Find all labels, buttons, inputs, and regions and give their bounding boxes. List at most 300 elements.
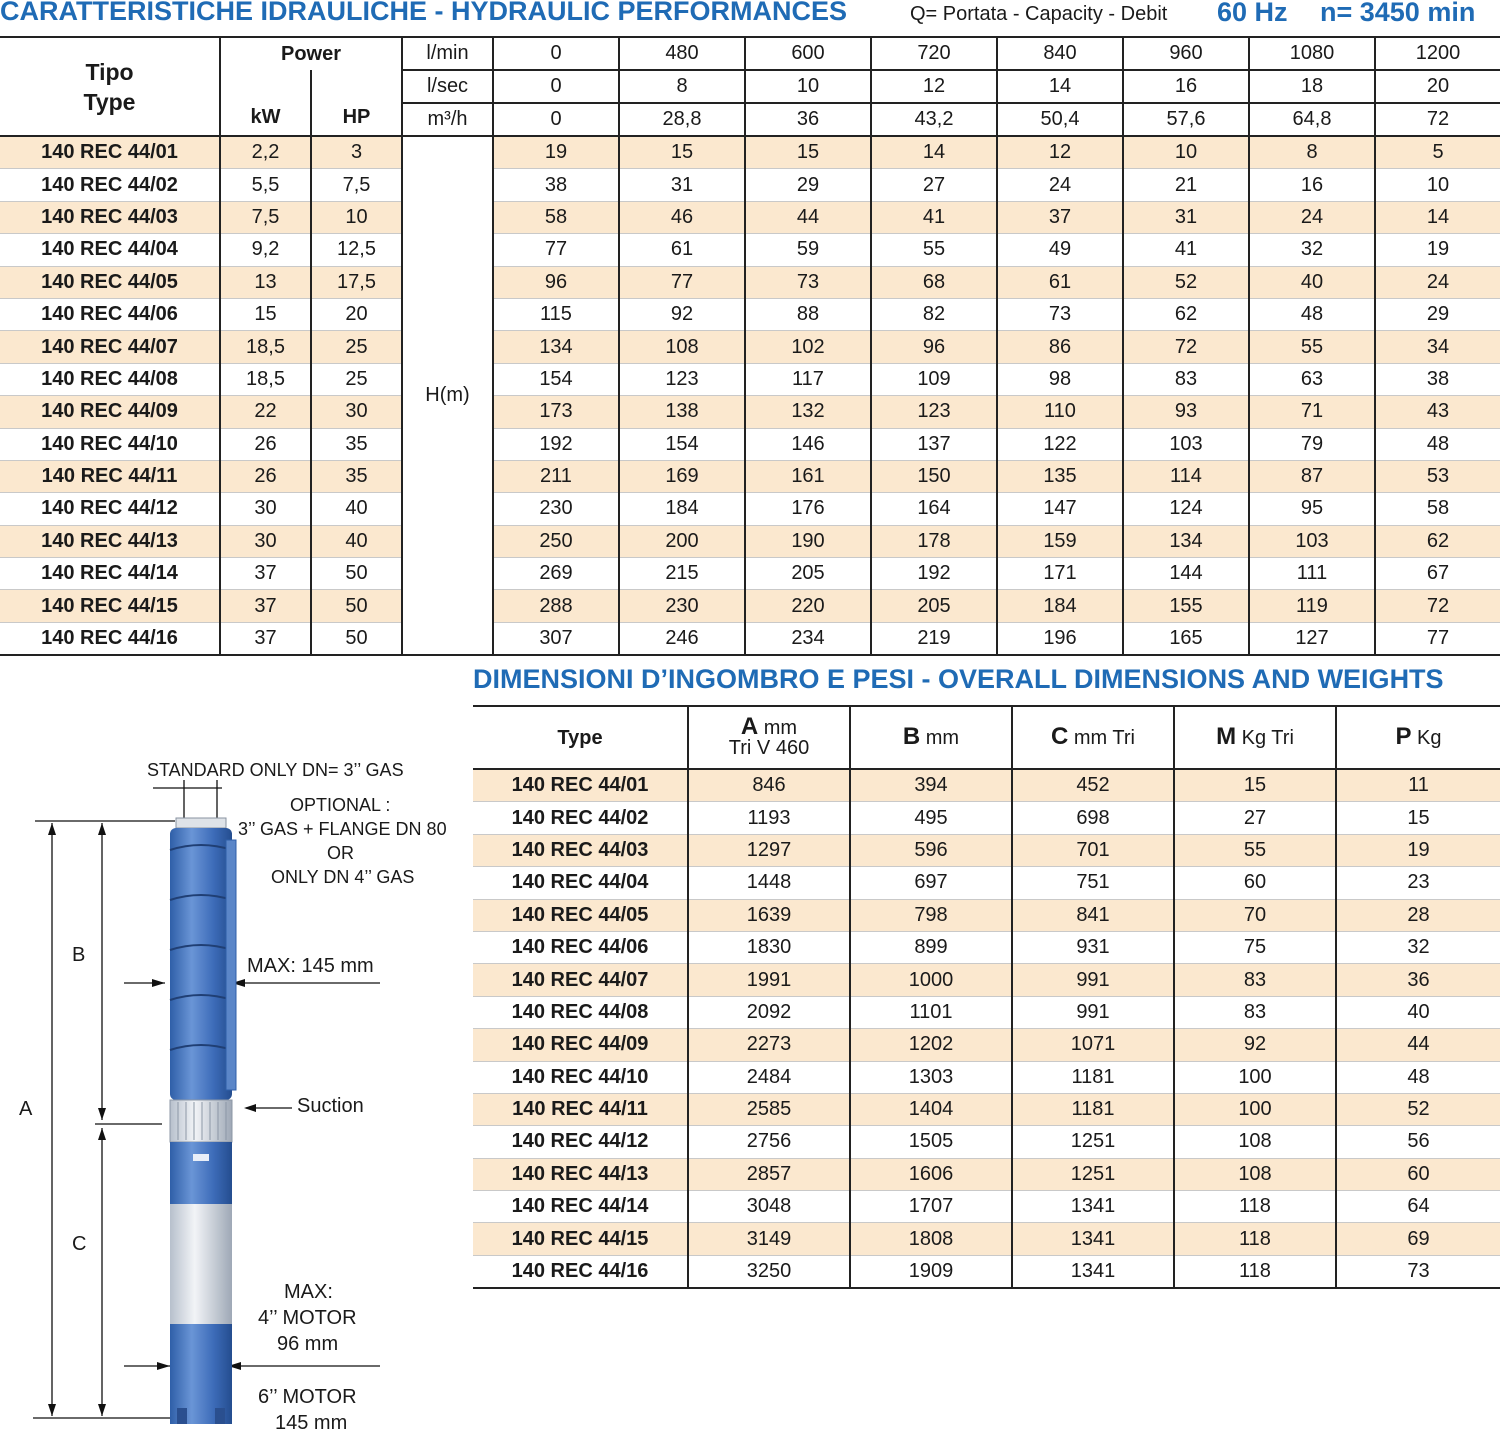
hydraulic-title: CARATTERISTICHE IDRAULICHE - HYDRAULIC PERFORMANCES xyxy=(0,0,847,26)
dim-c-cell: 698 xyxy=(1012,802,1174,834)
dim-b-cell: 1505 xyxy=(850,1126,1012,1158)
model-cell: 140 REC 44/04 xyxy=(0,234,220,266)
dim-m-cell: 108 xyxy=(1174,1126,1336,1158)
optional-label: OPTIONAL : xyxy=(290,795,391,815)
model-cell: 140 REC 44/07 xyxy=(0,331,220,363)
head-value-cell: 24 xyxy=(1375,266,1500,298)
hp-cell: 35 xyxy=(311,460,402,492)
dim-p-cell: 69 xyxy=(1336,1223,1500,1255)
hp-header: HP xyxy=(311,70,402,136)
dim-model-cell: 140 REC 44/07 xyxy=(473,964,688,996)
head-value-cell: 103 xyxy=(1249,525,1375,557)
head-value-cell: 205 xyxy=(745,558,871,590)
kw-cell: 2,2 xyxy=(220,136,311,169)
head-value-cell: 147 xyxy=(997,493,1123,525)
p-letter: P xyxy=(1395,723,1412,750)
head-value-cell: 19 xyxy=(493,136,619,169)
head-value-cell: 8 xyxy=(1249,136,1375,169)
model-cell: 140 REC 44/09 xyxy=(0,396,220,428)
head-value-cell: 234 xyxy=(745,622,871,655)
dim-c-cell: 751 xyxy=(1012,867,1174,899)
head-value-cell: 96 xyxy=(871,331,997,363)
head-value-cell: 154 xyxy=(619,428,745,460)
dim-m-cell: 55 xyxy=(1174,834,1336,866)
dim-c-cell: 1251 xyxy=(1012,1126,1174,1158)
dim-c-cell: 1071 xyxy=(1012,1029,1174,1061)
dim-p-cell: 19 xyxy=(1336,834,1500,866)
head-value-cell: 10 xyxy=(1375,169,1500,201)
head-value-cell: 31 xyxy=(1123,201,1249,233)
kw-cell: 7,5 xyxy=(220,201,311,233)
head-value-cell: 29 xyxy=(1375,298,1500,330)
flow-lmin-0: 0 xyxy=(493,37,619,70)
dim-a-cell: 2092 xyxy=(688,996,850,1028)
head-value-cell: 41 xyxy=(1123,234,1249,266)
head-value-cell: 117 xyxy=(745,363,871,395)
unit-m3h: m³/h xyxy=(402,103,493,136)
flow-lsec-2: 10 xyxy=(745,70,871,103)
dim-m-cell: 108 xyxy=(1174,1158,1336,1190)
hp-cell: 50 xyxy=(311,558,402,590)
dim-m-cell: 27 xyxy=(1174,802,1336,834)
model-cell: 140 REC 44/12 xyxy=(0,493,220,525)
dim-a-cell: 2484 xyxy=(688,1061,850,1093)
table-row xyxy=(473,1158,1500,1190)
max-145-label: MAX: 145 mm xyxy=(247,955,374,977)
dim-p-cell: 56 xyxy=(1336,1126,1500,1158)
model-cell: 140 REC 44/08 xyxy=(0,363,220,395)
model-cell: 140 REC 44/15 xyxy=(0,590,220,622)
head-value-cell: 135 xyxy=(997,460,1123,492)
dim-model-cell: 140 REC 44/16 xyxy=(473,1255,688,1288)
dim-c-cell: 1251 xyxy=(1012,1158,1174,1190)
standard-dn-label: STANDARD ONLY DN= 3’’ GAS xyxy=(147,760,404,780)
table-row xyxy=(473,1093,1500,1125)
head-value-cell: 15 xyxy=(619,136,745,169)
dim-b-cell: 1202 xyxy=(850,1029,1012,1061)
hp-cell: 25 xyxy=(311,331,402,363)
head-value-cell: 288 xyxy=(493,590,619,622)
head-value-cell: 38 xyxy=(1375,363,1500,395)
flow-m3h-3: 43,2 xyxy=(871,103,997,136)
dim-c-cell: 701 xyxy=(1012,834,1174,866)
kw-cell: 37 xyxy=(220,622,311,655)
dim-a-cell: 3250 xyxy=(688,1255,850,1288)
table-row xyxy=(0,428,1500,460)
table-row xyxy=(473,1126,1500,1158)
head-value-cell: 31 xyxy=(619,169,745,201)
dim-b-cell: 899 xyxy=(850,931,1012,963)
head-value-cell: 155 xyxy=(1123,590,1249,622)
head-value-cell: 10 xyxy=(1123,136,1249,169)
head-value-cell: 15 xyxy=(745,136,871,169)
head-value-cell: 119 xyxy=(1249,590,1375,622)
dim-model-cell: 140 REC 44/14 xyxy=(473,1191,688,1223)
dim-b-cell: 1808 xyxy=(850,1223,1012,1255)
dim-m-cell: 118 xyxy=(1174,1191,1336,1223)
hp-cell: 3 xyxy=(311,136,402,169)
head-value-cell: 37 xyxy=(997,201,1123,233)
optional-flange-label: 3’’ GAS + FLANGE DN 80 xyxy=(238,819,447,839)
dim-m-cell: 100 xyxy=(1174,1093,1336,1125)
optional-dn4-label: ONLY DN 4’’ GAS xyxy=(271,867,415,887)
head-value-cell: 173 xyxy=(493,396,619,428)
dim-m-cell: 118 xyxy=(1174,1255,1336,1288)
head-value-cell: 132 xyxy=(745,396,871,428)
dim-p-header xyxy=(1336,706,1500,769)
flow-lsec-1: 8 xyxy=(619,70,745,103)
head-value-cell: 98 xyxy=(997,363,1123,395)
dim-model-cell: 140 REC 44/08 xyxy=(473,996,688,1028)
dim-p-cell: 23 xyxy=(1336,867,1500,899)
head-value-cell: 48 xyxy=(1375,428,1500,460)
table-row xyxy=(473,1223,1500,1255)
head-value-cell: 24 xyxy=(997,169,1123,201)
flow-m3h-1: 28,8 xyxy=(619,103,745,136)
head-value-cell: 159 xyxy=(997,525,1123,557)
kw-cell: 18,5 xyxy=(220,363,311,395)
head-value-cell: 165 xyxy=(1123,622,1249,655)
dim-a-cell: 2857 xyxy=(688,1158,850,1190)
dim-m-cell: 100 xyxy=(1174,1061,1336,1093)
dim-a-cell: 2273 xyxy=(688,1029,850,1061)
table-row xyxy=(0,266,1500,298)
head-value-cell: 307 xyxy=(493,622,619,655)
flow-lmin-5: 960 xyxy=(1123,37,1249,70)
dim-model-cell: 140 REC 44/02 xyxy=(473,802,688,834)
dim-model-cell: 140 REC 44/10 xyxy=(473,1061,688,1093)
dim-model-cell: 140 REC 44/01 xyxy=(473,769,688,802)
head-value-cell: 55 xyxy=(871,234,997,266)
model-cell: 140 REC 44/11 xyxy=(0,460,220,492)
dim-b-cell: 1303 xyxy=(850,1061,1012,1093)
head-value-cell: 62 xyxy=(1375,525,1500,557)
head-value-cell: 122 xyxy=(997,428,1123,460)
head-value-cell: 19 xyxy=(1375,234,1500,266)
head-value-cell: 14 xyxy=(871,136,997,169)
head-value-cell: 219 xyxy=(871,622,997,655)
a-unit: mm xyxy=(758,717,798,739)
dim-b-cell: 798 xyxy=(850,899,1012,931)
head-value-cell: 83 xyxy=(1123,363,1249,395)
dim-m-cell: 83 xyxy=(1174,996,1336,1028)
head-value-cell: 103 xyxy=(1123,428,1249,460)
flow-m3h-5: 57,6 xyxy=(1123,103,1249,136)
dim-c-cell: 1341 xyxy=(1012,1191,1174,1223)
kw-header: kW xyxy=(220,70,311,136)
dim-p-cell: 44 xyxy=(1336,1029,1500,1061)
head-value-cell: 46 xyxy=(619,201,745,233)
dim-p-cell: 28 xyxy=(1336,899,1500,931)
motor4-mm-label: 96 mm xyxy=(277,1333,339,1355)
flow-m3h-2: 36 xyxy=(745,103,871,136)
dim-c-cell: 931 xyxy=(1012,931,1174,963)
dim-a-cell: 1639 xyxy=(688,899,850,931)
head-value-cell: 67 xyxy=(1375,558,1500,590)
head-value-cell: 138 xyxy=(619,396,745,428)
head-value-cell: 144 xyxy=(1123,558,1249,590)
table-row xyxy=(0,331,1500,363)
model-cell: 140 REC 44/03 xyxy=(0,201,220,233)
dim-c-cell: 1181 xyxy=(1012,1061,1174,1093)
kw-cell: 26 xyxy=(220,460,311,492)
head-value-cell: 43 xyxy=(1375,396,1500,428)
table-row xyxy=(0,396,1500,428)
dim-a-cell: 1991 xyxy=(688,964,850,996)
hp-cell: 25 xyxy=(311,363,402,395)
head-value-cell: 108 xyxy=(619,331,745,363)
dimensions-table xyxy=(473,705,1500,1289)
head-value-cell: 38 xyxy=(493,169,619,201)
head-value-cell: 146 xyxy=(745,428,871,460)
head-value-cell: 154 xyxy=(493,363,619,395)
head-value-cell: 73 xyxy=(997,298,1123,330)
motor6-label: 6’’ MOTOR xyxy=(258,1386,357,1408)
capacity-label: Q= Portata - Capacity - Debit xyxy=(910,3,1168,25)
dim-p-cell: 36 xyxy=(1336,964,1500,996)
table-row xyxy=(0,590,1500,622)
dim-p-cell: 48 xyxy=(1336,1061,1500,1093)
head-value-cell: 68 xyxy=(871,266,997,298)
head-value-cell: 124 xyxy=(1123,493,1249,525)
dim-p-cell: 60 xyxy=(1336,1158,1500,1190)
pump-dimension-diagram xyxy=(0,740,470,1444)
head-value-cell: 79 xyxy=(1249,428,1375,460)
head-value-cell: 250 xyxy=(493,525,619,557)
head-value-cell: 246 xyxy=(619,622,745,655)
flow-lmin-6: 1080 xyxy=(1249,37,1375,70)
table-row xyxy=(473,996,1500,1028)
dim-a-cell: 2585 xyxy=(688,1093,850,1125)
dim-b-cell: 697 xyxy=(850,867,1012,899)
hp-cell: 50 xyxy=(311,622,402,655)
dim-b-cell: 1000 xyxy=(850,964,1012,996)
dim-type-header: Type xyxy=(473,706,688,769)
table-row xyxy=(473,802,1500,834)
model-cell: 140 REC 44/10 xyxy=(0,428,220,460)
dim-c-cell: 1341 xyxy=(1012,1223,1174,1255)
table-row xyxy=(0,136,1500,169)
dim-b-cell: 495 xyxy=(850,802,1012,834)
unit-lmin: l/min xyxy=(402,37,493,70)
dim-a-cell: 1448 xyxy=(688,867,850,899)
dim-m-cell: 92 xyxy=(1174,1029,1336,1061)
head-value-cell: 211 xyxy=(493,460,619,492)
flow-lsec-5: 16 xyxy=(1123,70,1249,103)
table-row xyxy=(473,1191,1500,1223)
dim-p-cell: 52 xyxy=(1336,1093,1500,1125)
head-value-cell: 190 xyxy=(745,525,871,557)
head-value-cell: 134 xyxy=(1123,525,1249,557)
dim-c-header xyxy=(1012,706,1174,769)
dim-a-cell: 1193 xyxy=(688,802,850,834)
flow-m3h-6: 64,8 xyxy=(1249,103,1375,136)
table-row xyxy=(0,460,1500,492)
dim-p-cell: 32 xyxy=(1336,931,1500,963)
pump-drawing xyxy=(0,740,470,1444)
dimension-a-label: A xyxy=(19,1098,33,1120)
dim-b-cell: 1707 xyxy=(850,1191,1012,1223)
motor4-label: 4’’ MOTOR xyxy=(258,1307,357,1329)
head-value-cell: 102 xyxy=(745,331,871,363)
head-value-cell: 21 xyxy=(1123,169,1249,201)
m-unit: Kg Tri xyxy=(1236,727,1294,749)
type-header-it: Tipo xyxy=(85,58,134,85)
dim-m-cell: 83 xyxy=(1174,964,1336,996)
dim-a-header xyxy=(688,706,850,769)
head-value-cell: 184 xyxy=(997,590,1123,622)
head-value-cell: 16 xyxy=(1249,169,1375,201)
dim-m-header xyxy=(1174,706,1336,769)
head-value-cell: 115 xyxy=(493,298,619,330)
dim-model-cell: 140 REC 44/09 xyxy=(473,1029,688,1061)
head-value-cell: 58 xyxy=(1375,493,1500,525)
dim-b-cell: 394 xyxy=(850,769,1012,802)
dim-p-cell: 15 xyxy=(1336,802,1500,834)
hp-cell: 30 xyxy=(311,396,402,428)
head-value-cell: 72 xyxy=(1375,590,1500,622)
table-row xyxy=(473,834,1500,866)
dim-a-cell: 3048 xyxy=(688,1191,850,1223)
dim-a-cell: 846 xyxy=(688,769,850,802)
table-row xyxy=(0,525,1500,557)
dim-model-cell: 140 REC 44/12 xyxy=(473,1126,688,1158)
head-value-cell: 77 xyxy=(619,266,745,298)
dim-c-cell: 991 xyxy=(1012,996,1174,1028)
dim-m-cell: 15 xyxy=(1174,769,1336,802)
head-value-cell: 127 xyxy=(1249,622,1375,655)
kw-cell: 18,5 xyxy=(220,331,311,363)
optional-or-label: OR xyxy=(327,843,354,863)
dim-c-cell: 452 xyxy=(1012,769,1174,802)
table-row xyxy=(0,558,1500,590)
flow-lsec-6: 18 xyxy=(1249,70,1375,103)
table-row xyxy=(0,234,1500,266)
dim-b-cell: 1404 xyxy=(850,1093,1012,1125)
head-value-cell: 58 xyxy=(493,201,619,233)
head-value-cell: 87 xyxy=(1249,460,1375,492)
flow-lsec-3: 12 xyxy=(871,70,997,103)
suction-label: Suction xyxy=(297,1095,364,1117)
table-row xyxy=(473,769,1500,802)
model-cell: 140 REC 44/06 xyxy=(0,298,220,330)
head-value-cell: 41 xyxy=(871,201,997,233)
table-row xyxy=(473,867,1500,899)
dim-c-cell: 991 xyxy=(1012,964,1174,996)
dim-model-cell: 140 REC 44/06 xyxy=(473,931,688,963)
head-value-cell: 62 xyxy=(1123,298,1249,330)
head-value-cell: 114 xyxy=(1123,460,1249,492)
dim-b-cell: 1606 xyxy=(850,1158,1012,1190)
dim-m-cell: 70 xyxy=(1174,899,1336,931)
dim-b-header xyxy=(850,706,1012,769)
flow-lsec-7: 20 xyxy=(1375,70,1500,103)
kw-cell: 30 xyxy=(220,525,311,557)
head-value-cell: 161 xyxy=(745,460,871,492)
head-value-cell: 59 xyxy=(745,234,871,266)
table-row xyxy=(0,493,1500,525)
dim-a-cell: 3149 xyxy=(688,1223,850,1255)
kw-cell: 15 xyxy=(220,298,311,330)
dim-a-cell: 1830 xyxy=(688,931,850,963)
table-row xyxy=(0,363,1500,395)
head-value-cell: 192 xyxy=(493,428,619,460)
dim-p-cell: 11 xyxy=(1336,769,1500,802)
dim-c-cell: 1341 xyxy=(1012,1255,1174,1288)
head-value-cell: 29 xyxy=(745,169,871,201)
head-value-cell: 34 xyxy=(1375,331,1500,363)
head-value-cell: 61 xyxy=(619,234,745,266)
head-value-cell: 109 xyxy=(871,363,997,395)
head-value-cell: 71 xyxy=(1249,396,1375,428)
head-value-cell: 55 xyxy=(1249,331,1375,363)
dim-model-cell: 140 REC 44/04 xyxy=(473,867,688,899)
head-value-cell: 196 xyxy=(997,622,1123,655)
table-row xyxy=(473,899,1500,931)
head-value-cell: 27 xyxy=(871,169,997,201)
dim-a-cell: 2756 xyxy=(688,1126,850,1158)
kw-cell: 13 xyxy=(220,266,311,298)
head-value-cell: 123 xyxy=(619,363,745,395)
kw-cell: 5,5 xyxy=(220,169,311,201)
head-value-cell: 53 xyxy=(1375,460,1500,492)
dim-model-cell: 140 REC 44/03 xyxy=(473,834,688,866)
model-cell: 140 REC 44/02 xyxy=(0,169,220,201)
dimension-b-label: B xyxy=(72,944,86,966)
frequency-label: 60 Hz xyxy=(1217,0,1288,27)
unit-lsec: l/sec xyxy=(402,70,493,103)
model-cell: 140 REC 44/16 xyxy=(0,622,220,655)
table-row xyxy=(473,1061,1500,1093)
table-row xyxy=(473,964,1500,996)
head-value-cell: 73 xyxy=(745,266,871,298)
head-value-cell: 230 xyxy=(493,493,619,525)
dim-model-cell: 140 REC 44/11 xyxy=(473,1093,688,1125)
head-value-cell: 215 xyxy=(619,558,745,590)
head-value-cell: 95 xyxy=(1249,493,1375,525)
a-letter: A xyxy=(740,713,759,740)
motor6-mm-label: 145 mm xyxy=(275,1412,348,1434)
table-row xyxy=(0,622,1500,655)
dimension-c-label: C xyxy=(72,1233,87,1255)
dim-model-cell: 140 REC 44/15 xyxy=(473,1223,688,1255)
flow-lmin-1: 480 xyxy=(619,37,745,70)
head-value-cell: 40 xyxy=(1249,266,1375,298)
head-label: H(m) xyxy=(402,136,493,655)
dim-p-cell: 40 xyxy=(1336,996,1500,1028)
head-value-cell: 184 xyxy=(619,493,745,525)
head-value-cell: 24 xyxy=(1249,201,1375,233)
table-row xyxy=(0,169,1500,201)
hp-cell: 17,5 xyxy=(311,266,402,298)
power-header: Power xyxy=(220,37,402,70)
head-value-cell: 164 xyxy=(871,493,997,525)
dim-b-cell: 596 xyxy=(850,834,1012,866)
head-value-cell: 110 xyxy=(997,396,1123,428)
head-value-cell: 72 xyxy=(1123,331,1249,363)
dim-b-cell: 1909 xyxy=(850,1255,1012,1288)
head-value-cell: 77 xyxy=(493,234,619,266)
hp-cell: 7,5 xyxy=(311,169,402,201)
model-cell: 140 REC 44/14 xyxy=(0,558,220,590)
head-value-cell: 86 xyxy=(997,331,1123,363)
head-value-cell: 200 xyxy=(619,525,745,557)
head-value-cell: 176 xyxy=(745,493,871,525)
model-cell: 140 REC 44/01 xyxy=(0,136,220,169)
head-value-cell: 205 xyxy=(871,590,997,622)
hp-cell: 10 xyxy=(311,201,402,233)
flow-lsec-4: 14 xyxy=(997,70,1123,103)
